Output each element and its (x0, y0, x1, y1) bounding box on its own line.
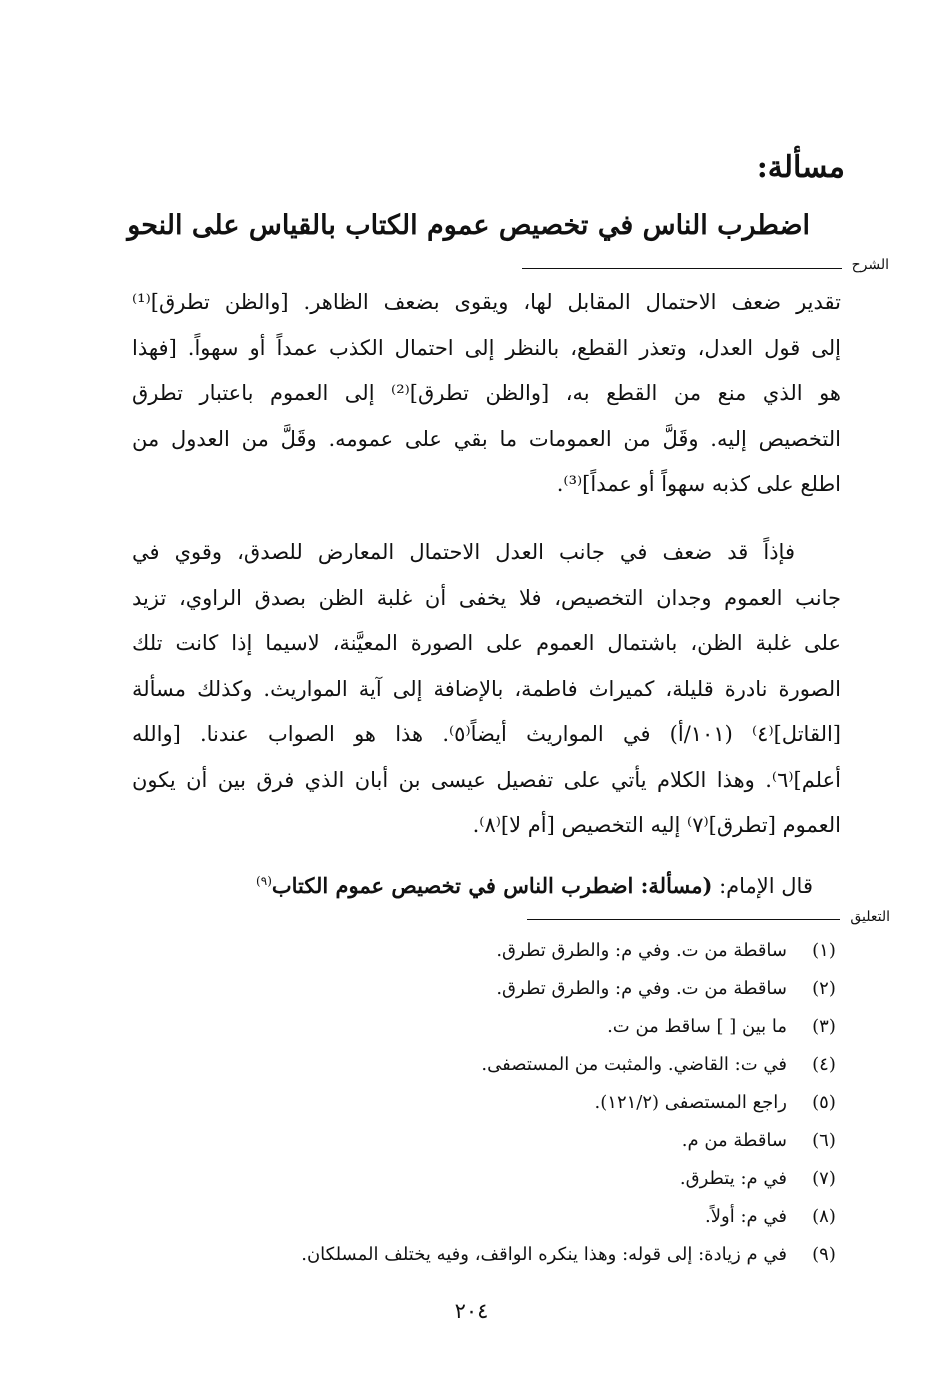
footnote-text: في ت: القاضي. والمثبت من المستصفى. (481, 1054, 787, 1075)
imam-quote-line (120, 866, 813, 906)
footnote-item (120, 1236, 845, 1274)
quote-intro: قال الإمام: (712, 874, 813, 898)
footnote-item (120, 1160, 845, 1198)
issue-statement: اضطرب الناس في تخصيص عموم الكتاب بالقياس على النحو (127, 210, 810, 241)
footnote-item (120, 970, 845, 1008)
footnote-text: راجع المستصفى (١٢١/٢). (594, 1092, 787, 1113)
text-line: الصورة نادرة قليلة، كميراث فاطمة، بالإضافة إلى آية المواريث. وكذلك مسألة (132, 676, 841, 701)
quote-bold-text: (مسألة: اضطرب الناس في تخصيص عموم الكتاب (271, 873, 713, 898)
text-line: هو الذي منع من القطع به، [والظن تطرق]⁽²⁾ إلى العموم باعتبار تطرق (132, 381, 841, 405)
footnote-number: (٧) (812, 1168, 836, 1189)
text-line: اطلع على كذبه سهواً أو عمداً]⁽³⁾. (556, 472, 841, 496)
page-number: ٢٠٤ (454, 1299, 489, 1323)
sharh-label: الشرح (851, 257, 889, 273)
footnote-text: ما بين [ ] ساقط من ت. (607, 1016, 787, 1037)
sharh-divider (522, 268, 842, 269)
footnote-number: (١) (812, 940, 836, 961)
text-line-content: فإذاً قد ضعف في جانب العدل الاحتمال المعارض للصدق، وقوي في (132, 540, 795, 564)
text-line: على غلبة الظن، باشتمال العموم على الصورة المعيَّنة، لاسيما إذا كانت تلك (132, 631, 841, 655)
text-line: جانب العموم وجدان التخصيص، فلا يخفى أن غلبة الظن بصدق الراوي، تزيد (132, 585, 841, 610)
footnotes-list (120, 932, 845, 1274)
footnote-text: ساقطة من ت. وفي م: والطرق تطرق. (496, 978, 787, 999)
footnote-item (120, 1084, 845, 1122)
footnote-item (120, 1198, 845, 1236)
footnote-number: (٨) (812, 1206, 836, 1227)
footnote-number: (٩) (812, 1244, 836, 1265)
text-line: التخصيص إليه. وقَلَّ من العمومات ما بقي على عمومه. وقَلَّ من العدول من (132, 426, 841, 451)
section-heading: مسألة: (756, 150, 845, 185)
footnote-item (120, 932, 845, 970)
footnote-text: ساقطة من ت. وفي م: والطرق تطرق. (496, 940, 787, 961)
footnote-number: (٥) (812, 1092, 836, 1113)
footnote-text: في م: أولاً. (705, 1206, 787, 1227)
footnote-number: (٢) (812, 978, 836, 999)
text-line: أعلم]⁽٦⁾. وهذا الكلام يأتي على تفصيل عيسى بن أبان الذي فرق بين أن يكون (132, 767, 841, 792)
text-line: إلى قول العدل، وتعذر القطع، بالنظر إلى احتمال الكذب عمداً أو سهواً. [فهذا (132, 335, 841, 360)
footnote-number: (٣) (812, 1016, 836, 1037)
text-line: تقدير ضعف الاحتمال المقابل لها، ويقوى بضعف الظاهر. [والظن تطرق]⁽¹⁾ (132, 290, 841, 314)
footnote-text: في م: يتطرق. (679, 1168, 787, 1189)
footnote-item (120, 1122, 845, 1160)
commentary-paragraph-1 (132, 280, 841, 508)
footnote-text: في م زيادة: إلى قوله: وهذا ينكره الواقف، وفيه يختلف المسلكان. (301, 1244, 787, 1265)
text-line: [القاتل]⁽٤⁾ (١٠١/أ) في المواريث أيضاً⁽٥⁾. هذا هو الصواب عندنا. [والله (132, 722, 841, 746)
footnote-text: ساقطة من م. (681, 1130, 787, 1151)
footnote-number: (٦) (812, 1130, 836, 1151)
footnote-ref: (٩) (256, 874, 272, 888)
text-line: العموم [تطرق]⁽٧⁾ إليه التخصيص [أم لا]⁽٨⁾. (472, 813, 841, 837)
text-line (132, 530, 841, 576)
footnote-item (120, 1046, 845, 1084)
commentary-paragraph-2 (132, 530, 841, 849)
footnote-item (120, 1008, 845, 1046)
taliq-label: التعليق (850, 909, 890, 925)
taliq-divider (527, 919, 840, 920)
footnote-number: (٤) (812, 1054, 836, 1075)
